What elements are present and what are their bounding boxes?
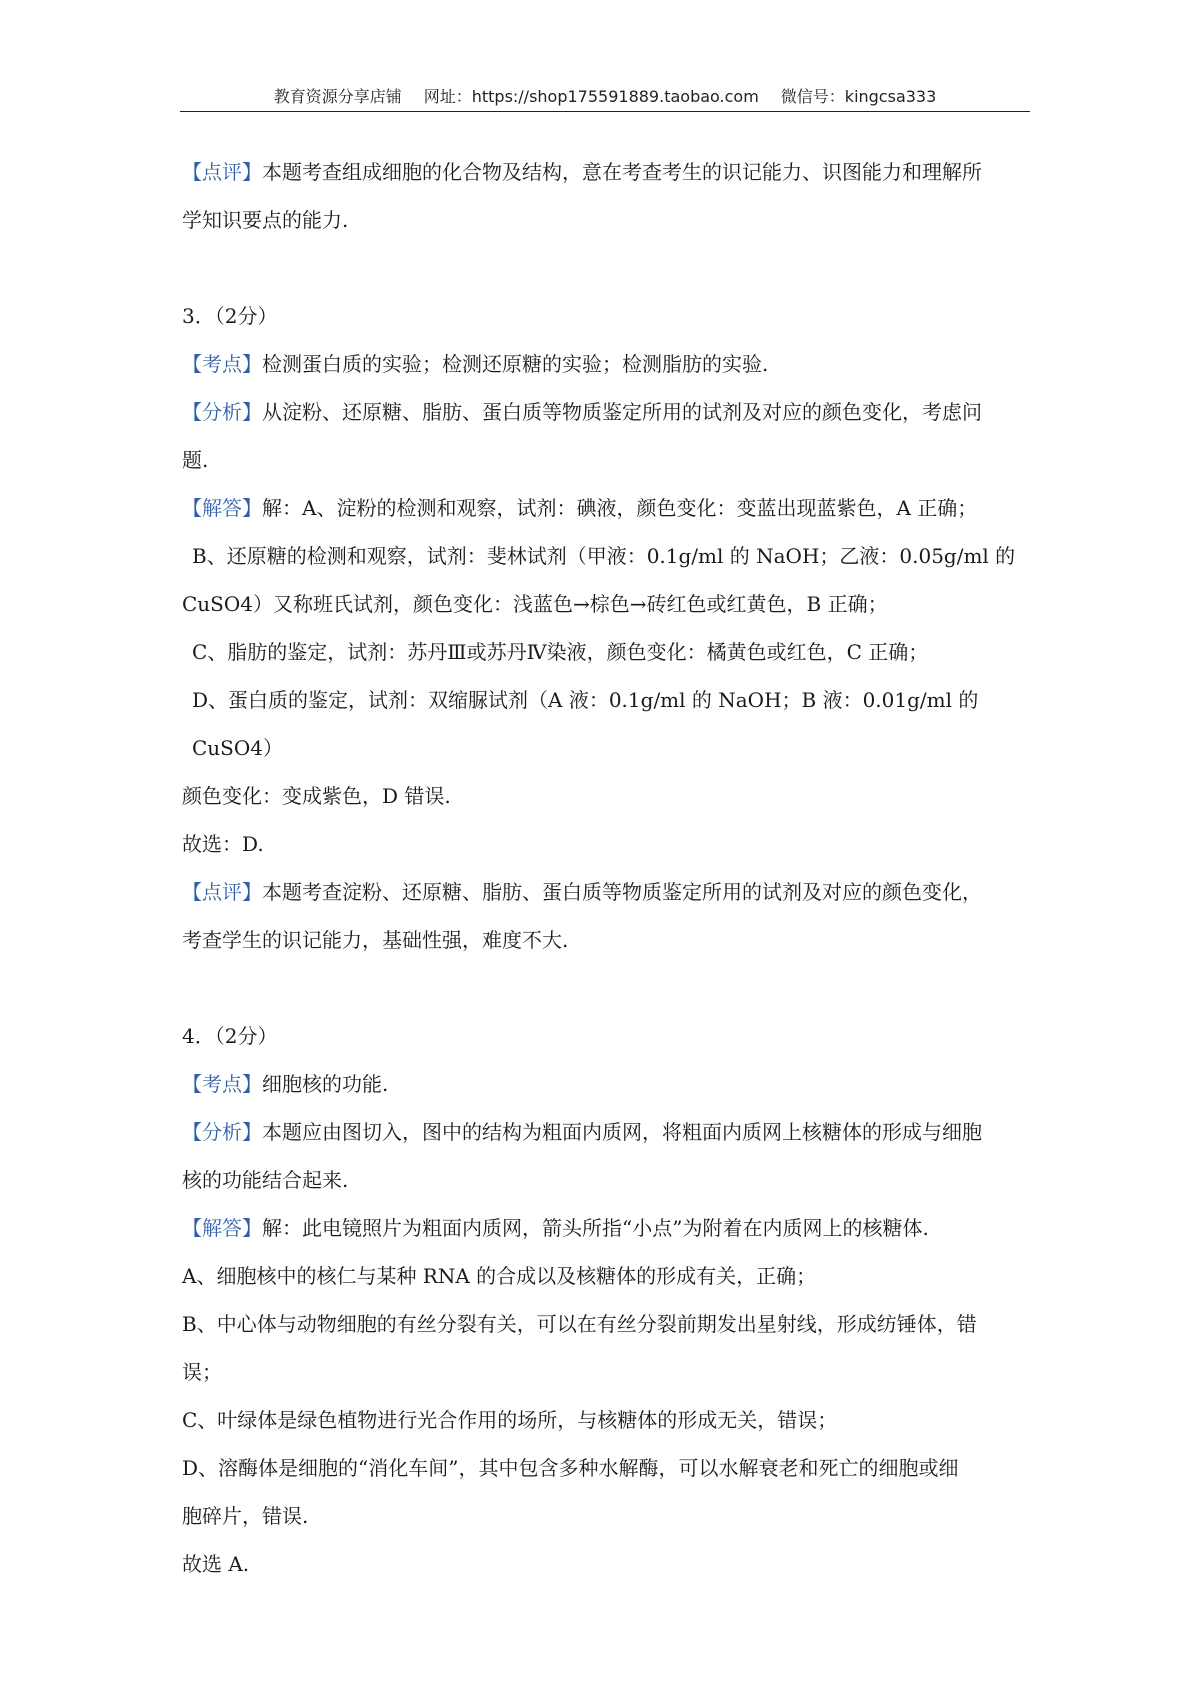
analysis-tag: 【分析】: [182, 1120, 262, 1144]
point-tag: 【考点】: [182, 352, 262, 376]
analysis-tag: 【分析】: [182, 400, 262, 424]
comment-tag: 【点评】: [182, 880, 262, 904]
q2-comment-line-2: 学知识要点的能力.: [182, 208, 349, 232]
q3-comment-line-2: 考查学生的识记能力，基础性强，难度不大.: [182, 928, 569, 952]
q3-point: 【考点】检测蛋白质的实验；检测还原糖的实验；检测脂肪的实验.: [182, 352, 769, 376]
q3-answer-line-6: 颜色变化：变成紫色，D 错误.: [182, 784, 451, 808]
q4-answer-line-7: 胞碎片，错误.: [182, 1504, 309, 1528]
q4-answer-line-4: 误；: [182, 1360, 222, 1384]
q4-answer-line-3: B、中心体与动物细胞的有丝分裂有关，可以在有丝分裂前期发出星射线，形成纺锤体，错: [182, 1312, 977, 1336]
answer-tag: 【解答】: [182, 496, 262, 520]
q3-analysis-line-1: 【分析】从淀粉、还原糖、脂肪、蛋白质等物质鉴定所用的试剂及对应的颜色变化，考虑问: [182, 400, 982, 424]
q4-analysis-line-1: 【分析】本题应由图切入，图中的结构为粗面内质网，将粗面内质网上核糖体的形成与细胞: [182, 1120, 982, 1144]
q4-answer-line-2: A、细胞核中的核仁与某种 RNA 的合成以及核糖体的形成有关，正确；: [182, 1264, 817, 1288]
q3-answer-line-4: C、脂肪的鉴定，试剂：苏丹Ⅲ或苏丹Ⅳ染液，颜色变化：橘黄色或红色，C 正确；: [192, 640, 929, 664]
q3-answer-line-3: CuSO4）又称班氏试剂，颜色变化：浅蓝色→棕色→砖红色或红黄色，B 正确；: [182, 592, 888, 616]
answer-tag: 【解答】: [182, 1216, 262, 1240]
q4-analysis-line-2: 核的功能结合起来.: [182, 1168, 349, 1192]
page-header: [180, 84, 1030, 112]
header-shop-name: 教育资源分享店铺: [273, 87, 402, 106]
q3-answer-line-1: 【解答】解：A、淀粉的检测和观察，试剂：碘液，颜色变化：变蓝出现蓝紫色，A 正确；: [182, 496, 978, 520]
q3-title: 3．（2分）: [182, 304, 278, 328]
q4-answer-line-1: 【解答】解：此电镜照片为粗面内质网，箭头所指“小点”为附着在内质网上的核糖体.: [182, 1216, 929, 1240]
q2-comment-line-1: 【点评】本题考查组成细胞的化合物及结构，意在考查考生的识记能力、识图能力和理解所: [182, 160, 982, 184]
header-divider: [180, 111, 1030, 112]
comment-tag: 【点评】: [182, 160, 262, 184]
q3-answer-line-5: D、蛋白质的鉴定，试剂：双缩脲试剂（A 液：0.1g/ml 的 NaOH；B 液：0.01g/ml 的 CuSO4）: [192, 688, 979, 760]
q4-title: 4．（2分）: [182, 1024, 278, 1048]
point-tag: 【考点】: [182, 1072, 262, 1096]
q4-choice: 故选 A.: [182, 1552, 250, 1576]
q3-analysis-line-2: 题.: [182, 448, 209, 472]
section-spacer: [182, 244, 1028, 292]
document-body: [182, 148, 1028, 1588]
header-wechat-id: 微信号：kingcsa333: [780, 87, 937, 106]
section-spacer: [182, 964, 1028, 1012]
q3-answer-line-2: B、还原糖的检测和观察，试剂：斐林试剂（甲液：0.1g/ml 的 NaOH；乙液：0.05g/ml 的: [192, 544, 1016, 568]
q4-answer-line-5: C、叶绿体是绿色植物进行光合作用的场所，与核糖体的形成无关，错误；: [182, 1408, 838, 1432]
q4-answer-line-6: D、溶酶体是细胞的“消化车间”，其中包含多种水解酶，可以水解衰老和死亡的细胞或细: [182, 1456, 959, 1480]
q4-point: 【考点】细胞核的功能.: [182, 1072, 389, 1096]
header-shop-url: 网址：https://shop175591889.taobao.com: [423, 87, 759, 106]
q3-comment-line-1: 【点评】本题考查淀粉、还原糖、脂肪、蛋白质等物质鉴定所用的试剂及对应的颜色变化，: [182, 880, 982, 904]
q3-choice: 故选：D.: [182, 832, 264, 856]
